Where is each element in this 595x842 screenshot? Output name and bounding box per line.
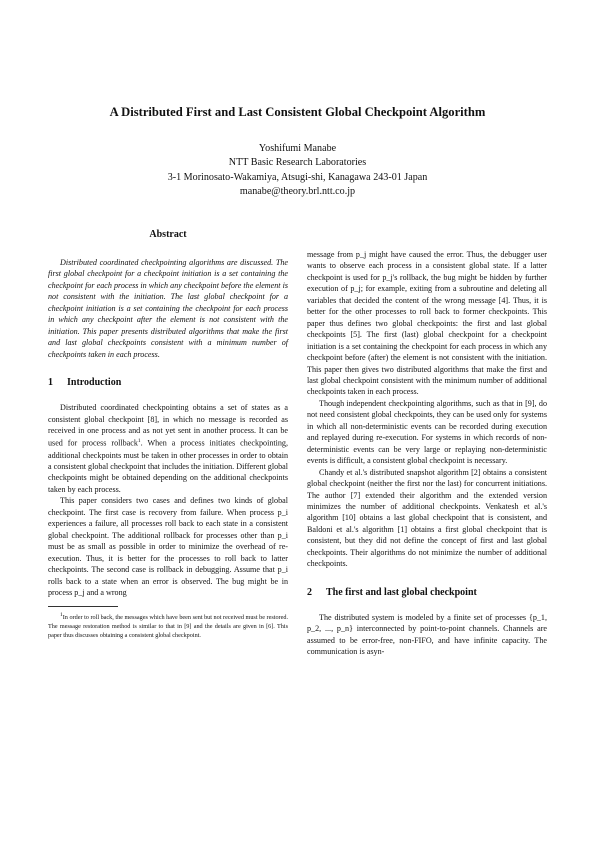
footnote xyxy=(48,611,288,640)
author-affiliation: NTT Basic Research Laboratories xyxy=(228,157,367,169)
section-1-p1-text: Distributed coordinated checkpointing obtains a set of states as a consistent global checkpoint [8], in which no message is recorded as received in one process and as not yet sent in another process. It can be used for process rollback xyxy=(48,403,288,449)
section-2-paragraph-1: The distributed system is modeled by a finite set of processes {p_1, p_2, ..., p_n} interconnected by point-to-point channels. Channels are assumed to be error-free, non-FIFO, and have infinite capacity. The communication is asyn- xyxy=(307,612,547,657)
section-1-title: Introduction xyxy=(67,377,122,389)
section-1-p1-end: . When a process initiates checkpointing, additional checkpoints must be taken in other processes in order to obtain a consistent global checkpoint that includes the initiation. Different global checkpoints might be obtained depending on the additional checkpoints taken by each process. xyxy=(48,439,288,494)
abstract-heading: Abstract xyxy=(149,229,187,240)
right-column xyxy=(307,249,547,658)
footnote-mark: 1 xyxy=(60,612,63,619)
abstract-text: Distributed coordinated checkpointing algorithms are discussed. The first global checkpoint for a checkpoint initiation is a set containing the checkpoint for each process in which any checkpoint before the element is not consistent with the initiation. The last global checkpoint for a checkpoint initiation is a set containing the checkpoint for each process in which any checkpoint after the element is not consistent with the initiation. This paper presents distributed algorithms that make the first and last global checkpoints consistent with a minimum number of checkpoints taken in each process. xyxy=(48,258,288,359)
footnote-rule xyxy=(48,606,118,607)
right-paragraph-3: Chandy et al.'s distributed snapshot algorithm [2] obtains a consistent global checkpoint (neither the first nor the last) for concurrent initiations. The author [7] extended their algorithm and the extended version minimizes the number of additional checkpoints. Venkatesh et al.'s algorithm [10] obtains a last global checkpoint that is consistent, and Baldoni et al.'s algorithm [1] obtains a first global checkpoint that is consistent, but they did not define the concept of first and last global checkpoints. Their algorithms do not minimize the number of additional checkpoints. xyxy=(307,467,547,569)
footnote-ref: 1 xyxy=(137,438,141,445)
author-block xyxy=(0,142,595,200)
section-2-number: 2 xyxy=(307,586,312,598)
section-1-paragraph-2: This paper considers two cases and defines two kinds of global checkpoint. The first case is recovery from failure. When process p_i experiences a failure, all processes roll back to each state in a consistent global checkpoint. The additional rollback for processes other than p_i must be as small as possible in order to minimize the overhead of re-execution. Thus, it is better for the processes to roll back to latter checkpoints. The second case is rollback in debugging. Assume that p_i rolls back to a state when an error is observed. The bug might be in process p_j and a wrong xyxy=(48,496,288,598)
section-1-paragraph-1 xyxy=(48,402,288,495)
author-email: manabe@theory.brl.ntt.co.jp xyxy=(239,186,356,198)
section-1-number: 1 xyxy=(48,377,53,389)
section-2-title: The first and last global checkpoint xyxy=(326,586,477,598)
section-2-heading xyxy=(307,587,547,598)
left-column xyxy=(48,229,288,641)
section-1-heading xyxy=(48,377,288,388)
right-paragraph-1: message from p_j might have caused the error. Thus, the debugger user wants to observe each process in a consistent global state. If a latter checkpoint is used for p_j's rollback, the bug might be hidden by further execution of p_j; for example, exiting from a subroutine and deleting all variables that decided the content of the wrong message [4]. Thus, it is better for the other processes to roll back to former checkpoints. This paper thus defines two global checkpoints: the first and last global checkpoints [5]. The first (last) global checkpoint for a checkpoint initiation is a set containing the checkpoint for each process in which any checkpoint before (after) the element is not consistent with the initiation. This paper then gives two distributed algorithms that make the first and last global checkpoint consistent with the minimum number of additional checkpoints taken in each process. xyxy=(307,250,547,397)
author-address: 3-1 Morinosato-Wakamiya, Atsugi-shi, Kanagawa 243-01 Japan xyxy=(167,171,428,183)
footnote-text: In order to roll back, the messages which have been sent but not received must be restored. The message restoration method is similar to that in [9] and the details are given in [6]. This paper thus discusses obtaining a consistent global checkpoint. xyxy=(48,614,288,639)
author-name: Yoshifumi Manabe xyxy=(258,143,337,154)
paper-title: A Distributed First and Last Consistent Global Checkpoint Algorithm xyxy=(109,105,486,119)
right-paragraph-2: Though independent checkpointing algorithms, such as that in [9], do not need consistent global checkpoints, they can be used only for systems in which all non-deterministic events can be recorded during execution and replayed during re-execution. For systems in which records of non-deterministic events can be very large or replaying non-deterministic events is difficult, a consistent global checkpoint is necessary. xyxy=(307,398,547,466)
